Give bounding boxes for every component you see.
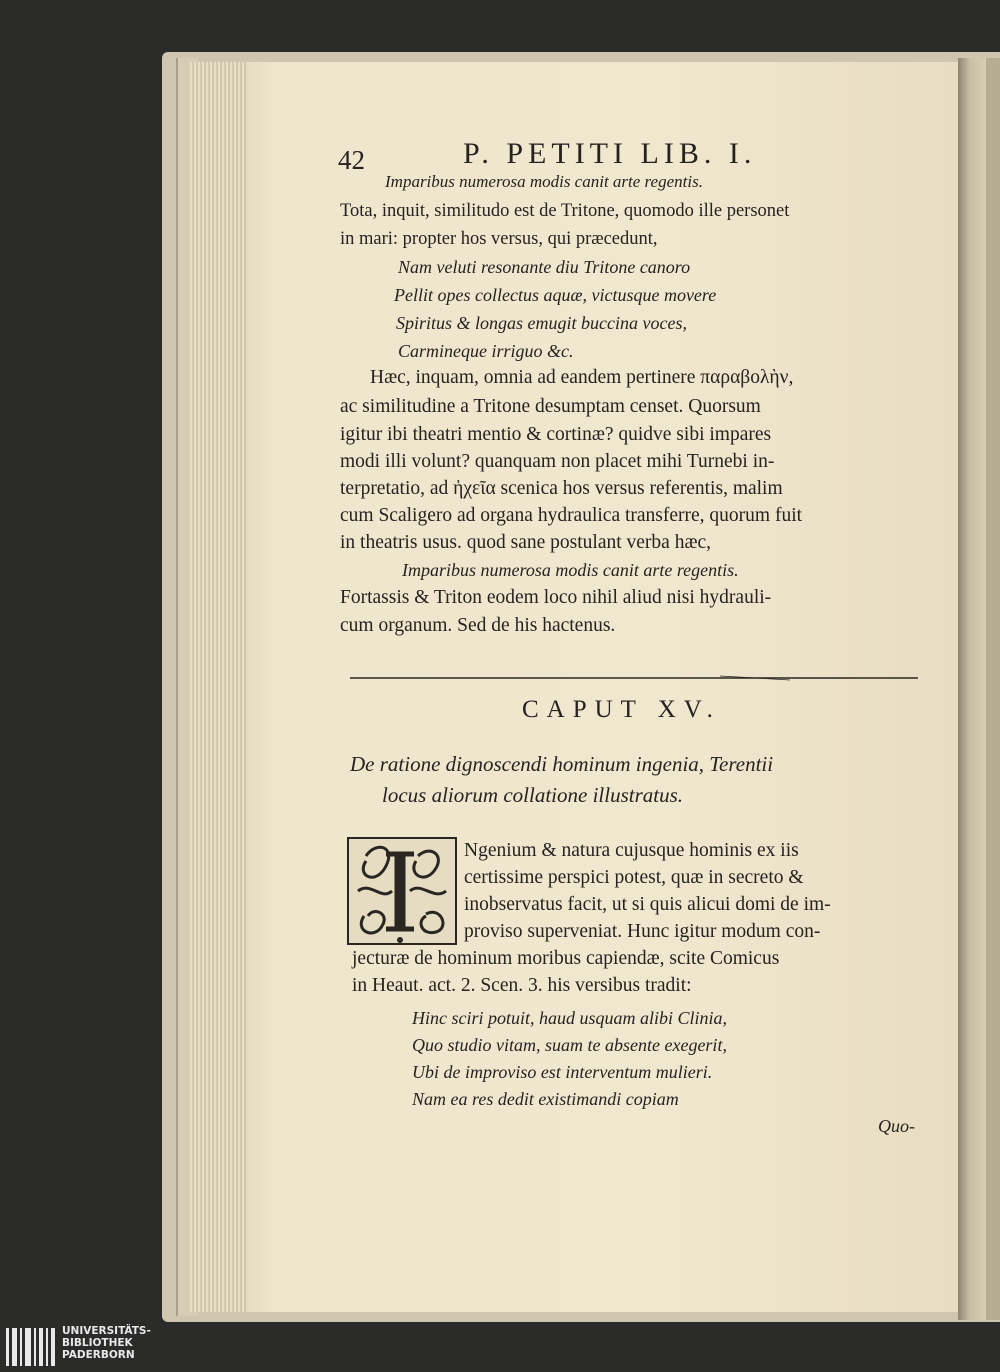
text-line: in mari: propter hos versus, qui præcedunt, [340,229,658,249]
text-line: jecturæ de hominum moribus capiendæ, scite Comicus [352,948,780,969]
verse-line: Spiritus & longas emugit buccina voces, [396,313,687,333]
library-name [62,1325,151,1361]
library-logo-icon [6,1326,56,1368]
text-line: inobservatus facit, ut si quis alicui domi de im- [464,894,831,915]
text-line: in Heaut. act. 2. Scen. 3. his versibus tradit: [352,975,692,996]
facing-page-edge [986,58,1000,1320]
text-line: igitur ibi theatri mentio & cortinæ? quidve sibi impares [340,424,772,445]
text-line: certissime perspici potest, quæ in secreto & [464,867,804,888]
quote-line: Hinc sciri potuit, haud usquam alibi Clinia, [412,1008,728,1028]
catchword: Quo- [878,1116,915,1136]
text-line: modi illi volunt? quanquam non placet mihi Turnebi in- [340,451,775,472]
text-line: Tota, inquit, similitudo est de Tritone, quomodo ille personet [340,201,790,221]
text-line: ac similitudine a Tritone desumptam censet. Quorsum [340,396,761,417]
verse-line: Imparibus numerosa modis canit arte regentis. [402,560,739,580]
text-line: terpretatio, ad ἠχεῖα scenica hos versus referentis, malim [340,478,783,499]
logo-line: UNIVERSITÄTS- [62,1325,151,1337]
logo-line: BIBLIOTHEK [62,1337,133,1349]
logo-line: PADERBORN [62,1349,135,1361]
text-line: cum organum. Sed de his hactenus. [340,615,616,636]
text-line: in theatris usus. quod sane postulant verba hæc, [340,532,711,553]
running-title: P. PETITI LIB. I. [463,137,757,170]
chapter-subtitle: locus aliorum collatione illustratus. [382,783,684,807]
quote-line: Quo studio vitam, suam te absente exegerit, [412,1035,727,1055]
verse-line: Carmineque irriguo &c. [398,341,574,361]
quote-line: Ubi de improviso est interventum mulieri. [412,1062,713,1082]
verse-line: Pellit opes collectus aquæ, victusque movere [394,285,717,305]
text-line: Ngenium & natura cujusque hominis ex iis [464,840,799,861]
text-line: Hæc, inquam, omnia ad eandem pertinere παραβολὴν, [370,367,794,388]
section-divider [350,675,918,681]
text-line: proviso superveniat. Hunc igitur modum con- [464,921,821,942]
text-line: Fortassis & Triton eodem loco nihil aliud nisi hydrauli- [340,587,772,608]
decorated-initial-icon [346,836,458,946]
chapter-subtitle: De ratione dignoscendi hominum ingenia, Terentii [350,752,774,776]
page-edges [190,62,248,1312]
page-number: 42 [338,145,365,175]
quote-line: Nam ea res dedit existimandi copiam [412,1089,679,1109]
chapter-heading: CAPUT XV. [522,696,721,723]
verse-line: Nam veluti resonante diu Tritone canoro [398,257,691,277]
text-line: Imparibus numerosa modis canit arte regentis. [385,172,703,191]
text-line: cum Scaligero ad organa hydraulica transferre, quorum fuit [340,505,803,526]
